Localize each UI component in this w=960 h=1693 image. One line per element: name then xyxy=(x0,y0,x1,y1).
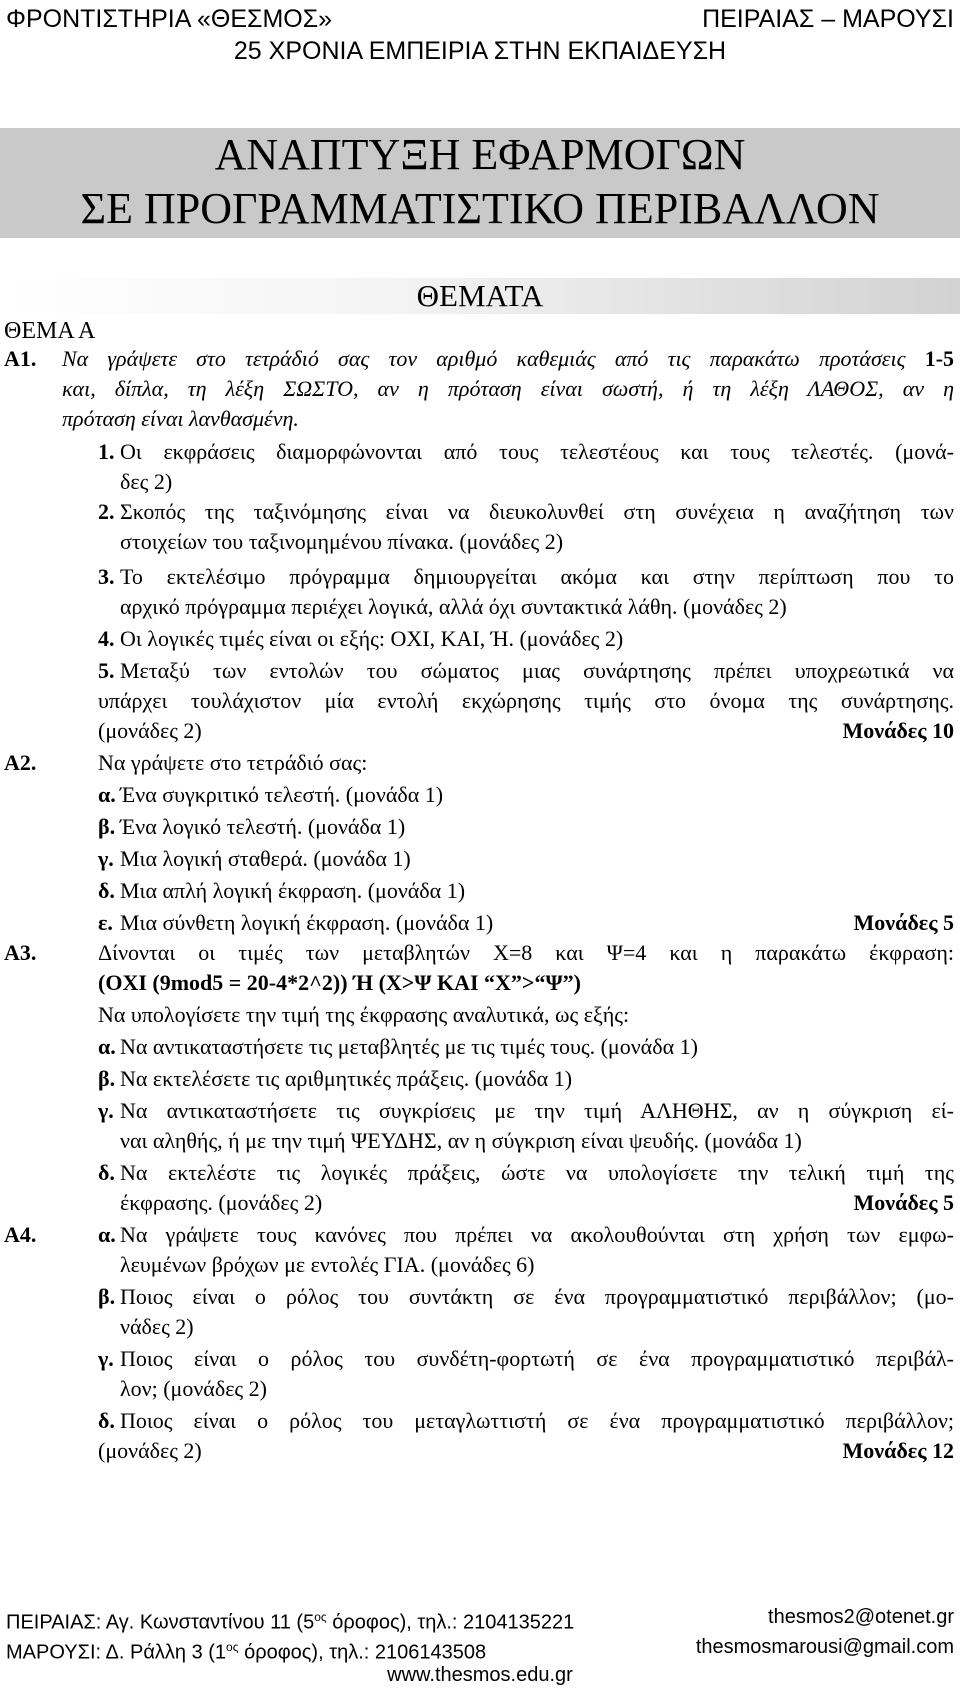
a1-intro-line-3: πρόταση είναι λανθασμένη. xyxy=(62,406,299,431)
a1-item-5-line-2: υπάρχει τουλάχιστον μία εντολή εκχώρησης τιμής στο όνομα της συνάρτησης. xyxy=(98,688,954,713)
a4-item-b-line-1: Ποιος είναι ο ρόλος του συντάκτη σε ένα προγραμματιστικό περιβάλλον; (μο- xyxy=(120,1284,954,1309)
a1-item-1-line-1: Οι εκφράσεις διαμορφώνονται από τους τελεστέους και τους τελεστές. (μονά- xyxy=(120,439,954,464)
a4-item-c-line-2: λον; (μονάδες 2) xyxy=(120,1376,267,1401)
a3-item-c-num: γ. xyxy=(98,1098,114,1123)
a2-item-a-text: Ένα συγκριτικό τελεστή. (μονάδα 1) xyxy=(120,782,444,807)
title-line-2: ΣΕ ΠΡΟΓΡΑΜΜΑΤΙΣΤΙΚΟ ΠΕΡΙΒΑΛΛΟΝ xyxy=(80,184,880,233)
a1-intro-line-2: και, δίπλα, τη λέξη ΣΩΣΤΟ, αν η πρόταση είναι σωστή, ή τη λέξη ΛΑΘΟΣ, αν η xyxy=(62,376,954,401)
a4-item-b-num: β. xyxy=(98,1284,116,1309)
a1-item-3-line-1: Το εκτελέσιμο πρόγραμμα δημιουργείται ακόμα και στην περίπτωση που το xyxy=(120,564,954,589)
a2-label: Α2. xyxy=(4,750,37,775)
a2-intro: Να γράψετε στο τετράδιό σας: xyxy=(98,750,368,775)
a2-item-a-num: α. xyxy=(98,782,116,807)
a1-total: Μονάδες 10 xyxy=(842,718,954,743)
a1-item-3-num: 3. xyxy=(98,564,115,589)
title-line-1: ΑΝΑΠΤΥΞΗ ΕΦΑΡΜΟΓΩΝ xyxy=(214,130,746,179)
footer-piraeus-address: ΠΕΙΡΑΙΑΣ: Αγ. Κωνσταντίνου 11 ($5^{o\varsigma}$ όροφος), τηλ.: 2104135221 xyxy=(6,1610,575,1634)
a3-item-c-line-2: ναι αληθής, ή με την τιμή ΨΕΥΔΗΣ, αν η σύγκριση είναι ψευδής. (μονάδα 1) xyxy=(120,1128,802,1153)
a3-item-d-line-1: Να εκτελέστε τις λογικές πράξεις, ώστε να υπολογίσετε την τελική τιμή της xyxy=(120,1160,954,1185)
a1-item-2-line-2: στοιχείων του ταξινομημένου πίνακα. (μονάδες 2) xyxy=(120,529,564,554)
a4-item-c-line-1: Ποιος είναι ο ρόλος του συνδέτη-φορτωτή σε ένα προγραμματιστικό περιβάλ- xyxy=(120,1346,954,1371)
footer-piraeus-email[interactable]: thesmos2@otenet.gr xyxy=(768,1606,954,1628)
a3-total: Μονάδες 5 xyxy=(853,1190,954,1215)
a3-item-a-line-1: Να αντικαταστήσετε τις μεταβλητές με τις τιμές τους. (μονάδα 1) xyxy=(120,1034,698,1059)
a1-item-3-line-2: αρχικό πρόγραμμα περιέχει λογικά, αλλά όχι συντακτικά λάθη. (μονάδες 2) xyxy=(120,594,787,619)
a2-item-c-text: Μια λογική σταθερά. (μονάδα 1) xyxy=(120,846,411,871)
footer-marousi-address: ΜΑΡΟΥΣΙ: Δ. Ράλλη 3 ($1^{o\varsigma}$ όροφος), τηλ.: 2106143508 xyxy=(6,1640,487,1664)
a4-total: Μονάδες 12 xyxy=(842,1438,954,1463)
a3-item-a-num: α. xyxy=(98,1034,116,1059)
a2-item-c-num: γ. xyxy=(98,846,114,871)
a3-item-b-line-1: Να εκτελέσετε τις αριθμητικές πράξεις. (μονάδα 1) xyxy=(120,1066,573,1091)
a1-item-5-line-3: (μονάδες 2) xyxy=(98,718,202,743)
theme-a-heading: ΘΕΜΑ Α xyxy=(4,318,96,344)
a2-item-d-text: Μια απλή λογική έκφραση. (μονάδα 1) xyxy=(120,878,466,903)
a4-item-b-line-2: νάδες 2) xyxy=(120,1314,194,1339)
a1-item-4-num: 4. xyxy=(98,626,115,651)
a3-expression: (ΟΧΙ (9mod5 = 20-4*2^2)) Ή (Χ>Ψ ΚΑΙ “Χ”>“Ψ”) xyxy=(98,970,581,995)
header-tagline: 25 ΧΡΟΝΙΑ ΕΜΠΕΙΡΙΑ ΣΤΗΝ ΕΚΠΑΙΔΕΥΣΗ xyxy=(233,37,727,65)
a1-item-1-line-2: δες 2) xyxy=(120,469,173,494)
a3-item-c-line-1: Να αντικαταστήσετε τις συγκρίσεις με την τιμή ΑΛΗΘΗΣ, αν η σύγκριση εί- xyxy=(120,1098,954,1123)
a4-item-d-line-1: Ποιος είναι ο ρόλος του μεταγλωττιστή σε ένα προγραμματιστικό περιβάλλον; xyxy=(120,1408,954,1433)
a4-item-d-num: δ. xyxy=(98,1408,115,1433)
section-title: ΘΕΜΑΤΑ xyxy=(416,278,544,313)
a4-item-a-num: α. xyxy=(98,1222,116,1247)
a4-item-a-line-1: Να γράψετε τους κανόνες που πρέπει να ακολουθούνται στη χρήση των εμφω- xyxy=(120,1222,954,1247)
header-school-name: ΦΡΟΝΤΙΣΤΗΡΙΑ «ΘΕΣΜΟΣ» xyxy=(6,5,333,33)
a3-item-d-num: δ. xyxy=(98,1160,115,1185)
a3-instruction: Να υπολογίσετε την τιμή της έκφρασης αναλυτικά, ως εξής: xyxy=(98,1002,630,1027)
header-locations: ΠΕΙΡΑΙΑΣ – ΜΑΡΟΥΣΙ xyxy=(702,5,954,33)
a2-item-e-num: ε. xyxy=(98,910,113,935)
a1-item-2-line-1: Σκοπός της ταξινόμησης είναι να διευκολυνθεί στη συνέχεια η αναζήτηση των xyxy=(120,499,954,524)
a4-item-c-num: γ. xyxy=(98,1346,114,1371)
a2-item-d-num: δ. xyxy=(98,878,115,903)
footer-line-3 xyxy=(0,1660,960,1690)
a1-item-5-num: 5. xyxy=(98,658,115,683)
a1-label: Α1. xyxy=(4,346,37,371)
a1-item-1-num: 1. xyxy=(98,439,115,464)
a1-item-4-line-1: Οι λογικές τιμές είναι οι εξής: ΟΧΙ, ΚΑΙ, Ή. (μονάδες 2) xyxy=(120,626,624,651)
a4-label: Α4. xyxy=(4,1222,37,1247)
a3-item-b-num: β. xyxy=(98,1066,116,1091)
a2-item-b-text: Ένα λογικό τελεστή. (μονάδα 1) xyxy=(120,814,406,839)
a1-item-5-line-1: Μεταξύ των εντολών του σώματος μιας συνάρτησης πρέπει υποχρεωτικά να xyxy=(120,658,954,683)
a1-item-2-num: 2. xyxy=(98,499,115,524)
a3-label: Α3. xyxy=(4,940,37,965)
a3-item-d-line-2: έκφρασης. (μονάδες 2) xyxy=(120,1190,323,1215)
footer-website[interactable]: www.thesmos.edu.gr xyxy=(387,1664,573,1686)
a4-item-a-line-2: λευμένων βρόχων με εντολές ΓΙΑ. (μονάδες 6) xyxy=(120,1252,535,1277)
footer-marousi-email[interactable]: thesmosmarousi@gmail.com xyxy=(695,1636,954,1658)
a3-intro: Δίνονται οι τιμές των μεταβλητών Χ=8 και Ψ=4 και η παρακάτω έκφραση: xyxy=(98,940,954,965)
a2-item-b-num: β. xyxy=(98,814,116,839)
a1-intro-line-1: Να γράψετε στο τετράδιό σας τον αριθμό καθεμιάς από τις παρακάτω προτάσεις 1-5 xyxy=(62,346,955,371)
a2-total: Μονάδες 5 xyxy=(853,910,954,935)
a4-item-d-line-2: (μονάδες 2) xyxy=(98,1438,202,1463)
section-title-bar xyxy=(0,278,960,314)
a2-item-e-text: Μια σύνθετη λογική έκφραση. (μονάδα 1) xyxy=(120,910,494,935)
title-box xyxy=(0,128,960,238)
